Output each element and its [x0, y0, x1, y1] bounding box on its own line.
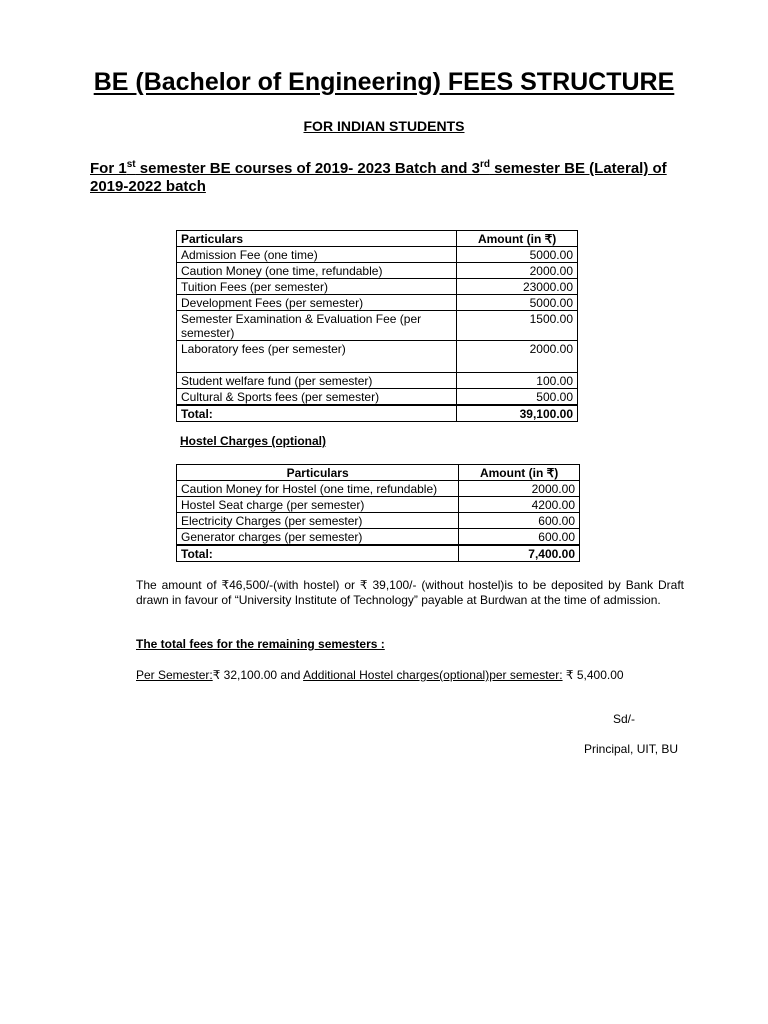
hostel-table	[176, 464, 580, 562]
page-subtitle: FOR INDIAN STUDENTS	[303, 118, 465, 134]
page-title: BE (Bachelor of Engineering) FEES STRUCTURE	[93, 68, 675, 96]
hostel-charges-label: Additional Hostel charges(optional)per semester:	[303, 668, 563, 682]
table-row	[177, 279, 578, 295]
row-amount: 2000.00	[459, 481, 580, 497]
remaining-fees-heading: The total fees for the remaining semesters :	[136, 637, 385, 651]
table-row	[177, 263, 578, 279]
per-semester-line	[136, 668, 624, 682]
batch-heading	[90, 160, 690, 196]
table-row	[177, 373, 578, 389]
row-particular: Hostel Seat charge (per semester)	[177, 497, 459, 513]
row-amount: 500.00	[457, 389, 578, 406]
header-particulars: Particulars	[177, 465, 459, 481]
header-particulars: Particulars	[177, 231, 457, 247]
row-amount: 5000.00	[457, 295, 578, 311]
row-particular: Electricity Charges (per semester)	[177, 513, 459, 529]
header-amount: Amount (in ₹)	[457, 231, 578, 247]
row-amount: 5000.00	[457, 247, 578, 263]
table-row	[177, 529, 580, 546]
table-row	[177, 311, 578, 341]
row-particular: Cultural & Sports fees (per semester)	[177, 389, 457, 406]
signatory: Principal, UIT, BU	[584, 742, 679, 756]
header-amount: Amount (in ₹)	[459, 465, 580, 481]
table-row	[177, 481, 580, 497]
row-particular: Caution Money for Hostel (one time, refundable)	[177, 481, 459, 497]
table-total-row	[177, 545, 580, 562]
row-amount: 23000.00	[457, 279, 578, 295]
row-particular: Development Fees (per semester)	[177, 295, 457, 311]
row-amount: 600.00	[459, 529, 580, 546]
per-semester-label: Per Semester:	[136, 668, 213, 682]
batch-sup-1: st	[126, 159, 136, 170]
row-particular: Caution Money (one time, refundable)	[177, 263, 457, 279]
row-particular: Student welfare fund (per semester)	[177, 373, 457, 389]
batch-text-3: semester BE (Lateral) of 2019-2022 batch	[90, 160, 667, 195]
row-amount: 600.00	[459, 513, 580, 529]
row-amount: 4200.00	[459, 497, 580, 513]
hostel-heading: Hostel Charges (optional)	[180, 434, 327, 448]
table-header-row	[177, 465, 580, 481]
row-particular: Tuition Fees (per semester)	[177, 279, 457, 295]
table-total-row	[177, 405, 578, 422]
row-particular: Semester Examination & Evaluation Fee (per semester)	[177, 311, 457, 341]
row-amount: 1500.00	[457, 311, 578, 341]
row-particular: Generator charges (per semester)	[177, 529, 459, 546]
row-amount: 2000.00	[457, 341, 578, 373]
row-particular: Admission Fee (one time)	[177, 247, 457, 263]
batch-text-2: semester BE courses of 2019- 2023 Batch and 3	[135, 160, 480, 177]
total-label: Total:	[177, 405, 457, 422]
table-header-row	[177, 231, 578, 247]
total-amount: 39,100.00	[457, 405, 578, 422]
row-amount: 100.00	[457, 373, 578, 389]
table-row	[177, 389, 578, 406]
batch-text-1: For 1	[90, 160, 127, 177]
per-semester-value: ₹ 32,100.00 and	[212, 668, 304, 682]
table-row	[177, 341, 578, 373]
table-row	[177, 497, 580, 513]
table-row	[177, 295, 578, 311]
total-label: Total:	[177, 545, 459, 562]
table-row	[177, 513, 580, 529]
row-amount: 2000.00	[457, 263, 578, 279]
hostel-charges-value: ₹ 5,400.00	[562, 668, 624, 682]
signature: Sd/-	[613, 712, 636, 726]
total-amount: 7,400.00	[459, 545, 580, 562]
fees-table	[176, 230, 578, 422]
deposit-note: The amount of ₹46,500/-(with hostel) or ₹ 39,100/- (without hostel)is to be deposited by Bank Draft drawn in favour of “University Institute of Technology” payable at Burdwan at the time of admission.	[136, 578, 684, 607]
row-particular: Laboratory fees (per semester)	[177, 341, 457, 373]
batch-sup-2: rd	[479, 159, 490, 170]
table-row	[177, 247, 578, 263]
